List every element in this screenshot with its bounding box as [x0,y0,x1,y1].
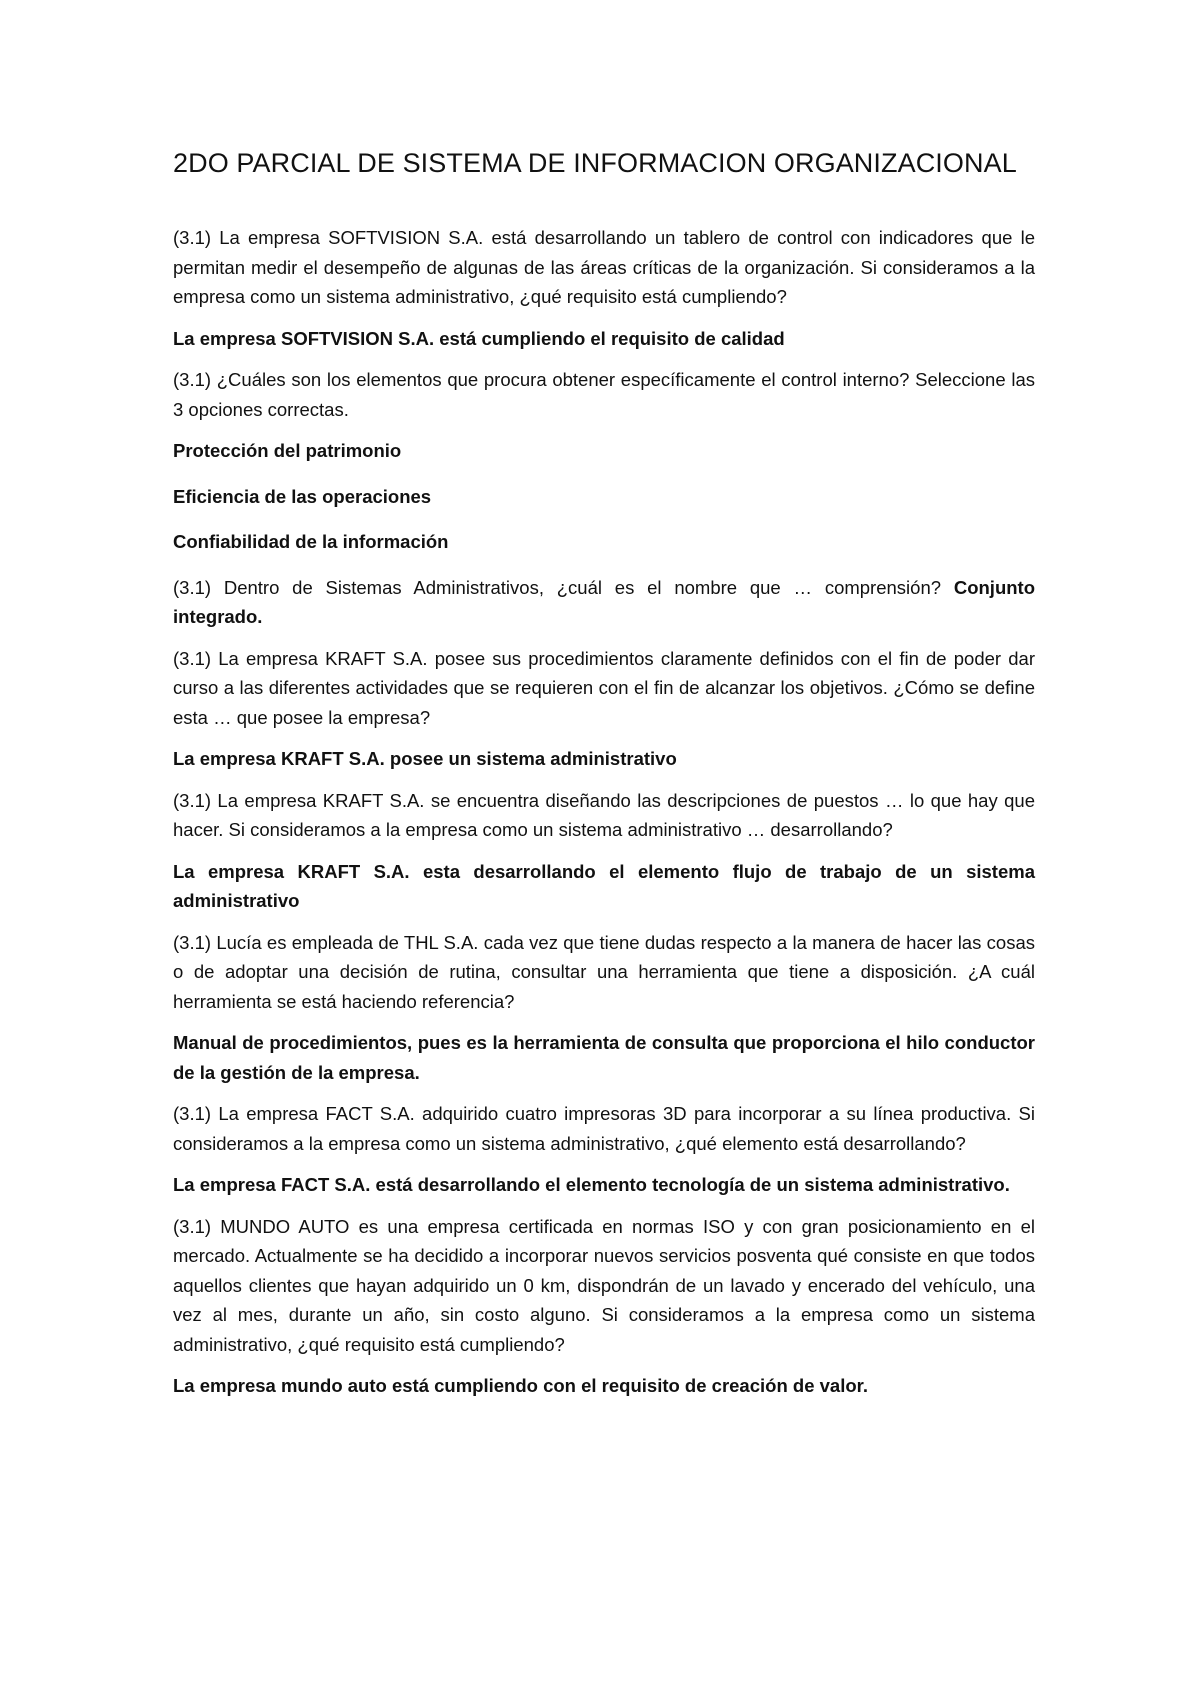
answer-list-2 [173,436,1035,557]
answer-7: La empresa FACT S.A. está desarrollando el elemento tecnología de un sistema administrativo. [173,1174,1010,1195]
answer-6: Manual de procedimientos, pues es la herramienta de consulta que proporciona el hilo conductor de la gestión de la empresa. [173,1032,1035,1083]
question-8: (3.1) MUNDO AUTO es una empresa certificada en normas ISO y con gran posicionamiento en el mercado. Actualmente se ha decidido a incorporar nuevos servicios posventa qué consiste en que todos aquellos clientes que hayan adquirido un 0 km, dispondrán de un lavado y encerado del vehículo, una vez al mes, durante un año, sin costo alguno. Si consideramos a la empresa como un sistema administrativo, ¿qué requisito está cumpliendo? [173,1215,1035,1355]
answer-1: La empresa SOFTVISION S.A. está cumpliendo el requisito de calidad [173,327,785,349]
answer-2-option-3: Confiabilidad de la información [173,531,449,552]
question-6: (3.1) Lucía es empleada de THL S.A. cada vez que tiene dudas respecto a la manera de hacer las cosas o de adoptar una decisión de rutina, consultar una herramienta que tiene a disposición. ¿A cuál herramienta se está haciendo referencia? [173,931,1035,1012]
question-2: (3.1) ¿Cuáles son los elementos que procura obtener específicamente el control interno? Seleccione las 3 opciones correctas. [173,369,1035,420]
question-7: (3.1) La empresa FACT S.A. adquirido cuatro impresoras 3D para incorporar a su línea productiva. Si consideramos a la empresa como un sistema administrativo, ¿qué elemento está desarrollando? [173,1103,1035,1154]
question-1: (3.1) La empresa SOFTVISION S.A. está desarrollando un tablero de control con indicadores que le permitan medir el desempeño de algunas de las áreas críticas de la organización. Si consideramos a la empresa como un sistema administrativo, ¿qué requisito está cumpliendo? [173,227,1035,307]
question-3-text: (3.1) Dentro de Sistemas Administrativos, ¿cuál es el nombre que … comprensión? [173,576,942,598]
question-3 [173,573,1035,632]
answer-5: La empresa KRAFT S.A. esta desarrollando el elemento flujo de trabajo de un sistema administrativo [173,860,1035,911]
answer-2-option-1: Protección del patrimonio [173,440,402,461]
answer-3-inline: Conjunto integrado. [173,576,1036,627]
answer-8: La empresa mundo auto está cumpliendo con el requisito de creación de valor. [173,1375,868,1396]
answer-2-option-2: Eficiencia de las operaciones [173,485,432,507]
document-title: 2DO PARCIAL DE SISTEMA DE INFORMACION ORGANIZACIONAL [173,148,1017,178]
question-5: (3.1) La empresa KRAFT S.A. se encuentra diseñando las descripciones de puestos … lo que hay que hacer. Si consideramos a la empresa como un sistema administrativo … desarrollando? [173,789,1035,840]
question-4: (3.1) La empresa KRAFT S.A. posee sus procedimientos claramente definidos con el fin de poder dar curso a las diferentes actividades que se requieren con el fin de alcanzar los objetivos. ¿Cómo se define esta … que posee la empresa? [173,647,1035,728]
answer-4: La empresa KRAFT S.A. posee un sistema administrativo [173,748,677,769]
